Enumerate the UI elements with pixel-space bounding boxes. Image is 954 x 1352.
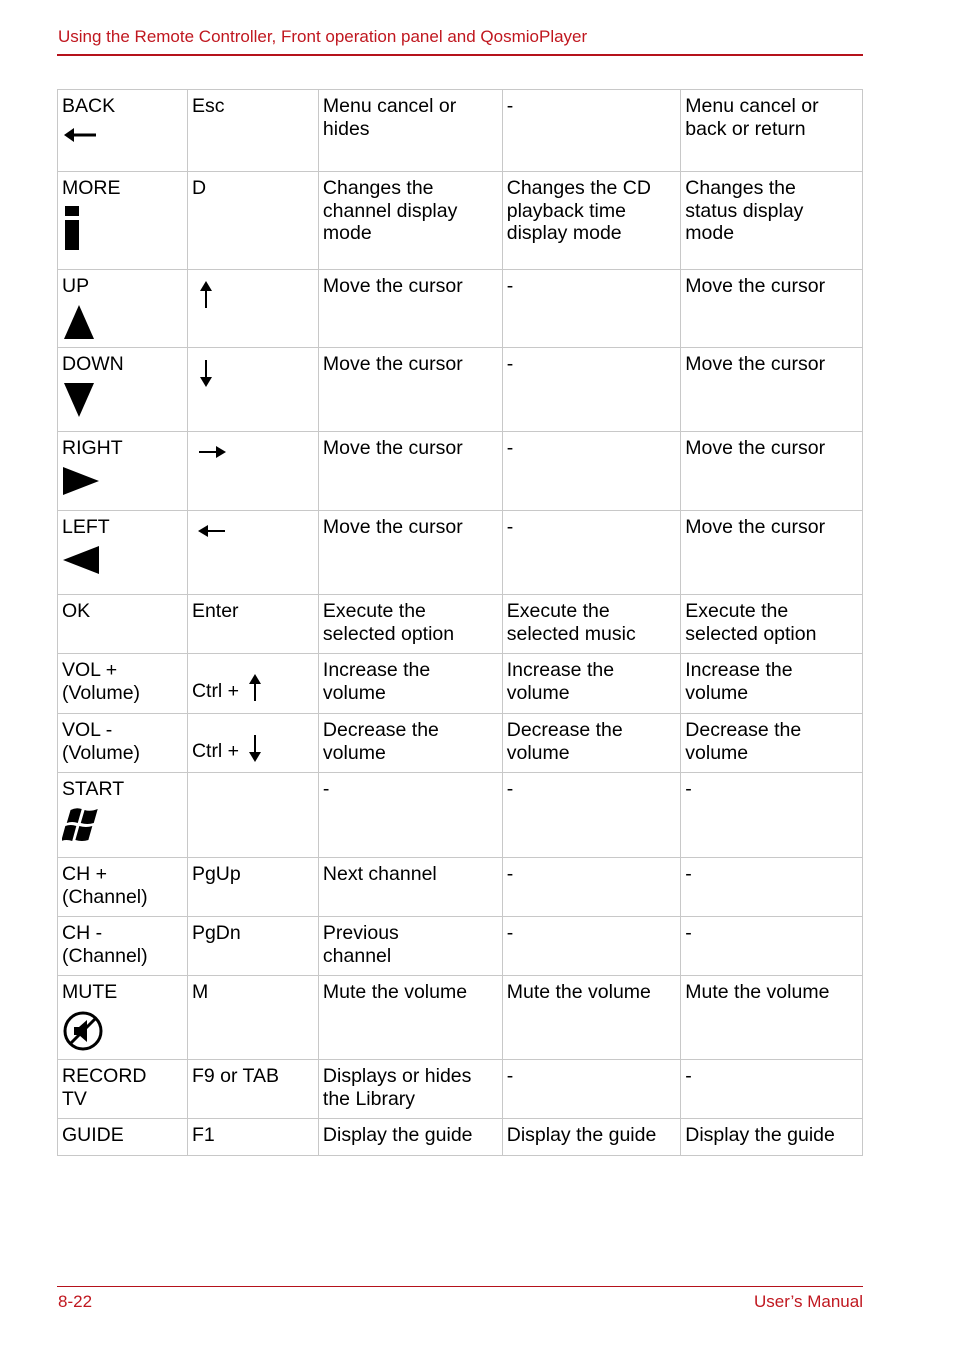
table-row xyxy=(58,90,863,172)
keyboard-key: F1 xyxy=(191,1124,215,1146)
table-body xyxy=(58,90,863,1156)
table-row xyxy=(58,172,863,270)
function-text-line: selected option xyxy=(685,622,817,645)
function-text-line: - xyxy=(685,863,692,885)
function-text-line: - xyxy=(506,353,514,375)
function-cell-a xyxy=(318,348,502,432)
button-name-cell xyxy=(58,1060,188,1119)
function-cell-a xyxy=(318,1060,502,1119)
button-name-line: CH - xyxy=(62,922,103,944)
keyboard-key-cell xyxy=(187,348,318,432)
function-text-line: volume xyxy=(685,741,749,764)
function-cell-b xyxy=(502,172,681,270)
button-name-line: LEFT xyxy=(62,516,110,538)
keyboard-key-cell xyxy=(187,976,318,1060)
function-text-line: - xyxy=(685,778,692,800)
button-name-line: (Volume) xyxy=(62,681,141,704)
function-cell-b xyxy=(502,511,681,595)
function-text-line: - xyxy=(506,778,514,800)
function-cell-c xyxy=(681,773,863,858)
function-text-line: back or return xyxy=(685,117,806,140)
function-cell-b xyxy=(502,714,681,773)
button-name-cell xyxy=(58,432,188,511)
button-name-cell xyxy=(58,858,188,917)
button-name-line: CH + xyxy=(62,863,107,885)
function-cell-a xyxy=(318,858,502,917)
function-text-line: Execute the xyxy=(322,600,426,622)
function-text-line: Execute the xyxy=(685,600,789,622)
function-text-line: Display the guide xyxy=(685,1124,835,1146)
keyboard-key-cell xyxy=(187,714,318,773)
function-text-line: volume xyxy=(322,741,386,764)
keyboard-key: PgUp xyxy=(191,863,241,885)
button-name-line: MUTE xyxy=(62,981,118,1003)
function-cell-a xyxy=(318,714,502,773)
function-text-line: - xyxy=(506,922,514,944)
function-text-line: selected option xyxy=(322,622,455,645)
function-cell-c xyxy=(681,348,863,432)
button-name-cell xyxy=(58,511,188,595)
function-text-line: Decrease the xyxy=(506,719,623,741)
arrow-left-icon xyxy=(198,522,314,545)
button-name-cell xyxy=(58,348,188,432)
function-text-line: Move the cursor xyxy=(685,275,826,297)
table-row xyxy=(58,595,863,654)
function-cell-b xyxy=(502,773,681,858)
button-name-cell xyxy=(58,773,188,858)
button-name-cell xyxy=(58,714,188,773)
keyboard-key: Ctrl + xyxy=(191,739,240,762)
function-text-line: Display the guide xyxy=(322,1124,473,1146)
triangle-right-icon xyxy=(62,466,183,502)
function-cell-a xyxy=(318,773,502,858)
function-text-line: Changes the xyxy=(322,177,434,199)
keyboard-key: Ctrl + xyxy=(191,679,240,702)
keyboard-key: Esc xyxy=(191,95,225,117)
table-row xyxy=(58,1119,863,1156)
function-cell-b xyxy=(502,348,681,432)
function-text-line: - xyxy=(322,778,330,800)
arrow-down-icon xyxy=(198,359,314,393)
manual-title: User’s Manual xyxy=(754,1292,863,1311)
button-name-cell xyxy=(58,595,188,654)
keyboard-key: F9 or TAB xyxy=(191,1065,279,1087)
button-name-line: UP xyxy=(62,275,90,297)
function-cell-a xyxy=(318,511,502,595)
button-name-line: MORE xyxy=(62,177,121,199)
function-text-line: - xyxy=(506,95,514,117)
button-name-line: START xyxy=(62,778,125,800)
keyboard-key-cell xyxy=(187,595,318,654)
info-icon xyxy=(62,206,183,258)
function-text-line: Mute the volume xyxy=(685,981,830,1003)
table-row xyxy=(58,773,863,858)
function-cell-a xyxy=(318,90,502,172)
button-name-line: TV xyxy=(62,1087,87,1110)
function-cell-c xyxy=(681,1060,863,1119)
function-cell-b xyxy=(502,1119,681,1156)
function-text-line: Menu cancel or xyxy=(685,95,819,117)
function-cell-b xyxy=(502,595,681,654)
triangle-down-icon xyxy=(62,382,183,424)
table-row xyxy=(58,917,863,976)
keyboard-key-cell xyxy=(187,917,318,976)
button-name-line: OK xyxy=(62,600,91,622)
triangle-up-icon xyxy=(62,304,183,346)
function-text-line: Move the cursor xyxy=(685,353,826,375)
keyboard-key-cell xyxy=(187,432,318,511)
function-cell-a xyxy=(318,917,502,976)
function-cell-b xyxy=(502,976,681,1060)
function-cell-b xyxy=(502,858,681,917)
function-cell-a xyxy=(318,595,502,654)
function-text-line: Increase the xyxy=(322,659,431,681)
function-text-line: Decrease the xyxy=(685,719,802,741)
function-cell-c xyxy=(681,270,863,348)
table-row xyxy=(58,976,863,1060)
function-text-line: - xyxy=(685,1065,692,1087)
function-text-line: - xyxy=(506,1065,514,1087)
function-cell-c xyxy=(681,172,863,270)
table-row xyxy=(58,432,863,511)
function-text-line: Mute the volume xyxy=(506,981,651,1003)
function-cell-c xyxy=(681,90,863,172)
function-text-line: Next channel xyxy=(322,863,437,885)
function-text-line: Display the guide xyxy=(506,1124,657,1146)
function-cell-b xyxy=(502,1060,681,1119)
function-cell-c xyxy=(681,1119,863,1156)
function-cell-b xyxy=(502,90,681,172)
button-name-cell xyxy=(58,270,188,348)
button-name-cell xyxy=(58,90,188,172)
function-text-line: Move the cursor xyxy=(685,437,826,459)
button-name-line: VOL + xyxy=(62,659,118,681)
table-row xyxy=(58,511,863,595)
function-cell-c xyxy=(681,976,863,1060)
button-name-cell xyxy=(58,172,188,270)
arrow-up-icon xyxy=(247,674,263,708)
function-text-line: volume xyxy=(506,741,570,764)
keyboard-key-cell xyxy=(187,858,318,917)
function-text-line: - xyxy=(506,516,514,538)
function-text-line: Move the cursor xyxy=(322,353,463,375)
function-text-line: playback time xyxy=(506,199,626,222)
button-name-line: (Volume) xyxy=(62,741,141,764)
function-text-line: Increase the xyxy=(506,659,615,681)
function-text-line: display mode xyxy=(506,222,622,244)
table-row xyxy=(58,858,863,917)
function-text-line: Move the cursor xyxy=(322,437,463,459)
button-name-cell xyxy=(58,654,188,714)
function-cell-c xyxy=(681,432,863,511)
table-row xyxy=(58,714,863,773)
function-text-line: Move the cursor xyxy=(322,516,463,538)
function-text-line: Changes the CD xyxy=(506,177,651,199)
function-cell-a xyxy=(318,270,502,348)
function-text-line: volume xyxy=(322,681,386,704)
function-cell-c xyxy=(681,714,863,773)
button-name-line: BACK xyxy=(62,95,116,117)
function-cell-b xyxy=(502,432,681,511)
keyboard-key: D xyxy=(191,177,207,199)
function-cell-b xyxy=(502,270,681,348)
function-cell-c xyxy=(681,595,863,654)
function-cell-a xyxy=(318,1119,502,1156)
function-text-line: the Library xyxy=(322,1087,416,1110)
arrow-down-icon xyxy=(247,734,263,768)
function-cell-c xyxy=(681,511,863,595)
function-text-line: - xyxy=(685,922,692,944)
windows-logo-icon xyxy=(62,807,183,849)
function-text-line: Menu cancel or xyxy=(322,95,457,117)
function-text-line: Move the cursor xyxy=(322,275,463,297)
keyboard-key: PgDn xyxy=(191,922,241,944)
keyboard-key-cell xyxy=(187,773,318,858)
function-text-line: - xyxy=(506,275,514,297)
mute-icon xyxy=(62,1010,183,1058)
function-text-line: channel display xyxy=(322,199,458,222)
function-text-line: hides xyxy=(322,117,370,140)
function-text-line: volume xyxy=(685,681,749,704)
function-cell-c xyxy=(681,654,863,714)
function-text-line: mode xyxy=(322,222,372,244)
keyboard-key-cell xyxy=(187,270,318,348)
function-text-line: Previous xyxy=(322,922,399,944)
function-text-line: - xyxy=(506,437,514,459)
function-text-line: Changes the xyxy=(685,177,796,199)
button-name-line: (Channel) xyxy=(62,944,148,967)
table-row xyxy=(58,654,863,714)
button-name-line: VOL - xyxy=(62,719,113,741)
keyboard-key: M xyxy=(191,981,209,1003)
button-name-cell xyxy=(58,917,188,976)
page-number: 8-22 xyxy=(58,1292,93,1311)
keyboard-key: Enter xyxy=(191,600,239,622)
button-name-cell xyxy=(58,976,188,1060)
footer-rule xyxy=(57,1286,863,1287)
function-text-line: selected music xyxy=(506,622,636,645)
button-name-line: (Channel) xyxy=(62,885,148,908)
table-row xyxy=(58,348,863,432)
page-header-title: Using the Remote Controller, Front operation panel and QosmioPlayer xyxy=(58,27,588,46)
arrow-up-icon xyxy=(198,281,314,315)
function-cell-a xyxy=(318,432,502,511)
button-name-line: GUIDE xyxy=(62,1124,124,1146)
function-text-line: Increase the xyxy=(685,659,793,681)
button-name-line: DOWN xyxy=(62,353,124,375)
arrow-right-icon xyxy=(198,443,314,466)
function-text-line: Move the cursor xyxy=(685,516,826,538)
function-cell-b xyxy=(502,654,681,714)
triangle-left-icon xyxy=(62,545,183,581)
function-text-line: channel xyxy=(322,944,392,967)
function-text-line: status display xyxy=(685,199,804,222)
function-cell-a xyxy=(318,976,502,1060)
function-cell-c xyxy=(681,858,863,917)
keyboard-key-cell xyxy=(187,1060,318,1119)
button-name-line: RIGHT xyxy=(62,437,123,459)
keyboard-key-cell xyxy=(187,1119,318,1156)
function-cell-a xyxy=(318,654,502,714)
function-text-line: - xyxy=(506,863,514,885)
function-cell-a xyxy=(318,172,502,270)
function-text-line: Mute the volume xyxy=(322,981,468,1003)
function-text-line: volume xyxy=(506,681,570,704)
back-arrow-icon xyxy=(62,124,183,152)
function-cell-b xyxy=(502,917,681,976)
table-row xyxy=(58,270,863,348)
keyboard-key-cell xyxy=(187,172,318,270)
table-row xyxy=(58,1060,863,1119)
keyboard-key-cell xyxy=(187,511,318,595)
keyboard-key-cell xyxy=(187,654,318,714)
button-name-line: RECORD xyxy=(62,1065,147,1087)
function-cell-c xyxy=(681,917,863,976)
function-text-line: mode xyxy=(685,222,735,244)
function-text-line: Decrease the xyxy=(322,719,439,741)
header-rule xyxy=(57,54,863,56)
button-name-cell xyxy=(58,1119,188,1156)
keyboard-key-cell xyxy=(187,90,318,172)
function-text-line: Displays or hides xyxy=(322,1065,472,1087)
function-text-line: Execute the xyxy=(506,600,610,622)
remote-key-table xyxy=(57,89,863,1156)
